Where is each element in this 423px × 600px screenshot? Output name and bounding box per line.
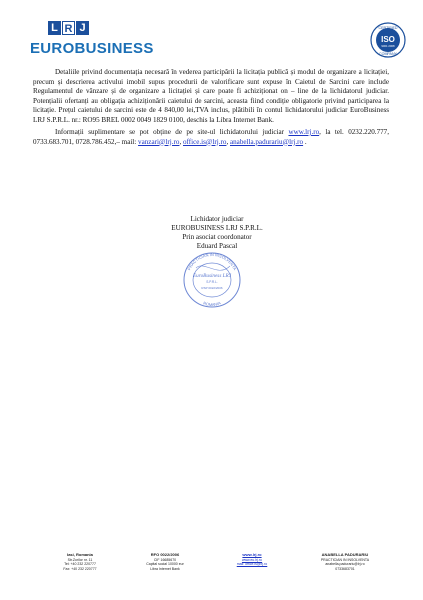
paragraph-contact-info: Informații suplimentare se pot obține de pe site-ul lichidatorului judiciar www.lrj.ro, la tel. 0232.220.777, 0733.683.701, 0728.786.452,– mail: vanzari@lrj.ro, office.is@lrj.ro, anabella.padurariu@lrj.ro . (33, 128, 389, 146)
stamp-code-text: RSP 0022/2006 (201, 286, 223, 290)
footer-capital: Capital social 10000 eur (146, 562, 184, 567)
footer-person-email: anabella.padurariu@lrj.ro (325, 562, 365, 567)
footer-address (58, 553, 102, 571)
email-link-office[interactable]: office.is@lrj.ro (183, 137, 227, 146)
company-logo (30, 18, 154, 64)
badge-number-text: 9001:2008 (381, 44, 395, 48)
logo-letter-l: L (48, 21, 61, 35)
signature-block (152, 215, 282, 251)
footer-website-link[interactable]: www.lrj.ro (242, 552, 262, 557)
signature-line-company: EUROBUSINESS LRJ S.P.R.L. (171, 224, 263, 232)
website-link[interactable]: www.lrj.ro (288, 128, 320, 136)
paragraph-documentation: Detaliile privind documentația necesară în vederea participării la licitația publică și modul de organizare a licitației, precum și descrierea activului imobil supus procedurii de valorificare sunt expuse în Caietul de Sarcini care include Regulamentul de vânzare și de organizare a licitației și care poate fi achiziționat on – line de la lichidatorul judiciar. Potențialii ofertanți au obligația achiziționării caietului de sarcini, aceasta fiind condiție obligatorie privind participarea la licitație. Prețul caietului de sarcini este de 4 840,00 lei,TVA inclus, plătibili în contul lichidatorului judiciar EuroBusiness LRJ S.P.R.L. nr.: RO95 BREL 0002 0049 1829 0100, deschis la Libra Internet Bank. (33, 68, 389, 124)
company-stamp-icon (178, 248, 246, 312)
footer-rfo: RFO 0022/2006 (150, 552, 180, 557)
email-link-anabella[interactable]: anabella.padurariu@lrj.ro (229, 137, 304, 146)
badge-top-text: CERTIFIED (378, 26, 398, 30)
stamp-inner-text: EuroBusiness LRJ (193, 273, 231, 279)
badge-bottom-text: COMPANY (379, 52, 397, 56)
footer-cif: CIF 16685670 (153, 557, 177, 562)
footer-street: Str.Zorilor nr. 11 (67, 557, 93, 562)
signature-scribble (196, 266, 230, 270)
footer-contact-person (315, 553, 375, 571)
svg-text:PRACTICIAN IN INSOLVENTA (186, 252, 237, 271)
logo-letter-j: J (76, 21, 89, 35)
signature-line-role: Lichidator judiciar (190, 215, 244, 223)
footer-website2-link[interactable]: www.eu.lrj.ro (241, 557, 263, 562)
signature-line-title: Prin asociat coordonator (182, 233, 252, 241)
footer-city: Iasi, Romania (67, 552, 93, 557)
contact-phones-text: , la tel. 0232.220.777, 0733.683.701, 0728.786.452,– mail: (33, 128, 389, 146)
iso-certified-badge-icon (370, 22, 406, 58)
footer-mail-link[interactable]: mail: office.is@lrj.ro (236, 562, 268, 567)
signature-line-name: Eduard Pascal (196, 242, 238, 250)
footer-web (230, 553, 274, 567)
footer-person-name: ANABELLA PADURARIU (321, 552, 369, 557)
badge-iso-text: ISO (381, 35, 395, 44)
footer-registration (140, 553, 190, 571)
logo-name: EUROBUSINESS (30, 40, 154, 57)
email-link-vanzari[interactable]: vanzari@lrj.ro (138, 137, 180, 146)
stamp-inner2-text: S.P.R.L. (206, 280, 218, 284)
footer-bank: Libra Internet Bank (150, 566, 180, 571)
footer-person-title: PRACTICIAN IN INSOLVENTA (320, 557, 370, 562)
logo-mark (48, 18, 140, 38)
footer-person-phone: 0733683701 (335, 566, 355, 571)
footer-fax: Fax: +40 232 220777 (63, 566, 97, 571)
stamp-outer-text: PRACTICIAN IN INSOLVENTA (186, 251, 238, 271)
stamp-bottom-text: ROMANIA (202, 300, 222, 308)
logo-letter-r: R (62, 21, 75, 35)
contact-text: Informații suplimentare se pot obține de pe site-ul lichidatorului judiciar (55, 128, 285, 136)
footer-tel: Tel: +40 232 220777 (64, 562, 96, 567)
